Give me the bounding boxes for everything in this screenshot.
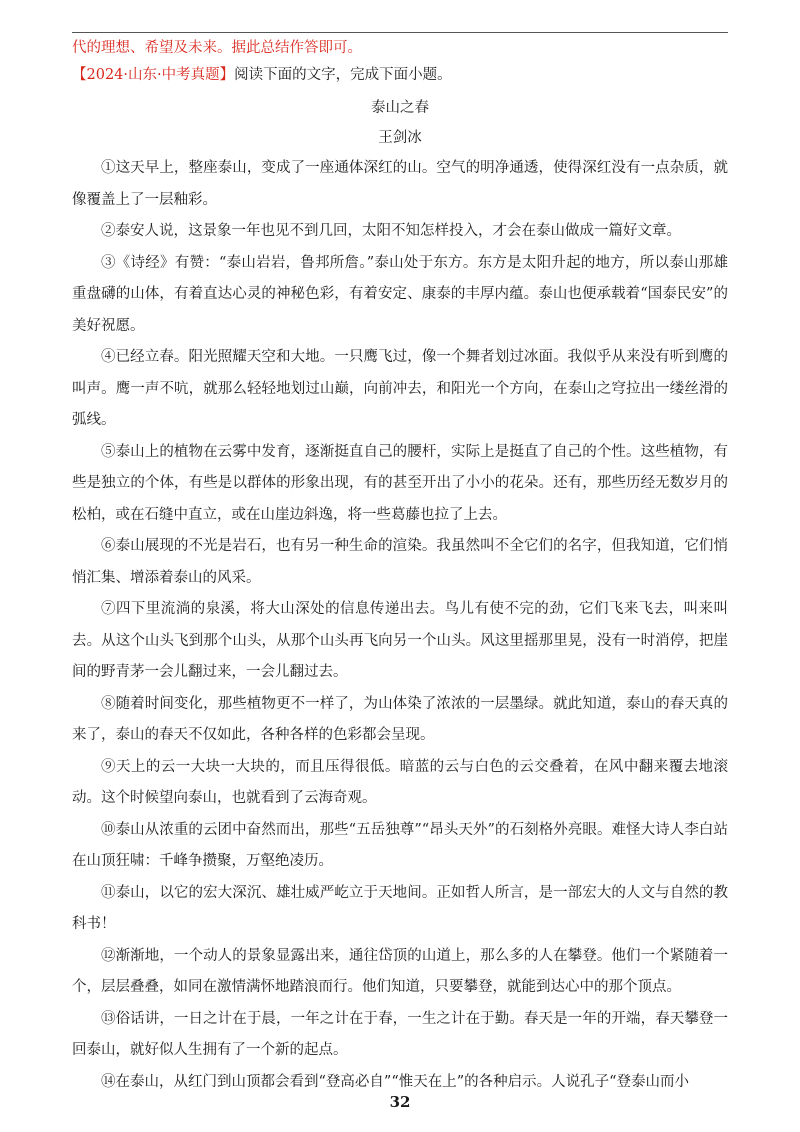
article-body	[72, 153, 728, 1098]
paragraph: ①这天早上，整座泰山，变成了一座通体深红的山。空气的明净通透，使得深红没有一点杂质，就像覆盖上了一层釉彩。	[72, 160, 728, 208]
article-title: 泰山之春	[371, 100, 429, 116]
paragraph: ⑭在泰山，从红门到山顶都会看到“登高必自”“惟天在上”的各种启示。人说孔子“登泰山而小	[101, 1073, 690, 1090]
paragraph: ⑨天上的云一大块一大块的，而且压得很低。暗蓝的云与白色的云交叠着，在风中翻来覆去地滚动。这个时候望向泰山，也就看到了云海奇观。	[72, 758, 728, 806]
paragraph: ④已经立春。阳光照耀天空和大地。一只鹰飞过，像一个舞者划过冰面。我似乎从来没有听到鹰的叫声。鹰一声不吭，就那么轻轻地划过山巅，向前冲去，和阳光一个方向，在泰山之穹拉出一缕丝滑的弧线。	[72, 349, 728, 428]
paragraph: ⑪泰山，以它的宏大深沉、雄壮威严屹立于天地间。正如哲人所言，是一部宏大的人文与自然的教科书！	[72, 884, 728, 932]
previous-answer-line: 代的理想、希望及未来。据此总结作答即可。	[72, 40, 362, 56]
paragraph: ⑤泰山上的植物在云雾中发育，逐渐挺直自己的腰杆，实际上是挺直了自己的个性。这些植物，有些是独立的个体，有些是以群体的形象出现，有的甚至开出了小小的花朵。还有，那些历经无数岁月的松柏，或在石缝中直立，或在山崖边斜逸，将一些葛藤也拉了上去。	[72, 443, 728, 523]
paragraph: ⑬俗话讲，一日之计在于晨，一年之计在于春，一生之计在于勤。春天是一年的开端，春天攀登一回泰山，就好似人生拥有了一个新的起点。	[72, 1010, 728, 1058]
paragraph: ⑫渐渐地，一个动人的景象显露出来，通往岱顶的山道上，那么多的人在攀登。他们一个紧随着一个，层层叠叠，如同在激情满怀地踏浪而行。他们知道，只要攀登，就能到达心中的那个顶点。	[72, 947, 728, 995]
question-intro	[72, 64, 732, 86]
paragraph: ⑩泰山从浓重的云团中奋然而出，那些“五岳独尊”“昂头天外”的石刻格外亮眼。难怪大诗人李白站在山顶狂啸：千峰争攒聚，万壑绝凌历。	[72, 821, 728, 869]
header-rule	[72, 32, 728, 33]
instruction-text: 阅读下面的文字，完成下面小题。	[234, 67, 452, 83]
article-author: 王剑冰	[378, 130, 422, 146]
paragraph: ⑦四下里流淌的泉溪，将大山深处的信息传递出去。鸟儿有使不完的劲，它们飞来飞去，叫来叫去。从这个山头飞到那个山头，从那个山头再飞向另一个山头。风这里摇那里晃，没有一时消停，把崖间的野青茅一会儿翻过来，一会儿翻过去。	[72, 601, 728, 680]
page-number: 32	[389, 1093, 411, 1111]
source-tag: 【2024·山东·中考真题】	[72, 67, 235, 83]
paragraph: ③《诗经》有赞：“泰山岩岩，鲁邦所詹。”泰山处于东方。东方是太阳升起的地方，所以泰山那雄重盘礴的山体，有着直达心灵的神秘色彩，有着安定、康泰的丰厚内蕴。泰山也便承载着“国泰民安”的美好祝愿。	[72, 254, 728, 334]
paragraph: ②泰安人说，这景象一年也见不到几回，太阳不知怎样投入，才会在泰山做成一篇好文章。	[101, 223, 681, 239]
paragraph: ⑧随着时间变化，那些植物更不一样了，为山体染了浓浓的一层墨绿。就此知道，泰山的春天真的来了，泰山的春天不仅如此，各种各样的色彩都会呈现。	[72, 695, 728, 743]
paragraph: ⑥泰山展现的不光是岩石，也有另一种生命的渲染。我虽然叫不全它们的名字，但我知道，它们悄悄汇集、增添着泰山的风采。	[72, 538, 728, 586]
